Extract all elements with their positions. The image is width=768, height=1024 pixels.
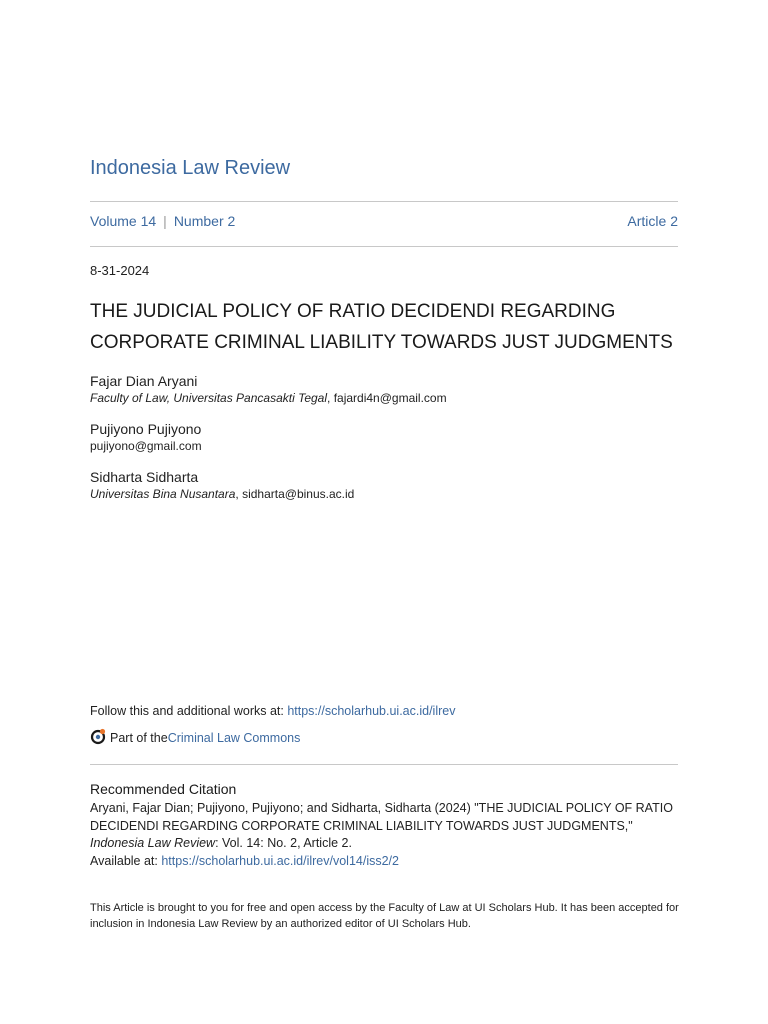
author-email: pujiyono@gmail.com [90, 439, 202, 453]
author-email: fajardi4n@gmail.com [333, 391, 447, 405]
author-name: Pujiyono Pujiyono [90, 421, 202, 437]
citation-journal: Indonesia Law Review [90, 836, 216, 850]
divider-citation [90, 764, 678, 765]
publication-date: 8-31-2024 [90, 263, 150, 278]
citation-body [90, 800, 680, 870]
issue-row [90, 213, 678, 229]
citation-text: Aryani, Fajar Dian; Pujiyono, Pujiyono; and Sidharta, Sidharta (2024) "THE JUDICIAL POLICY OF RATIO DECIDENDI REGARDING CORPORATE CRIMINAL LIABILITY TOWARDS JUST JUDGMENTS," [90, 801, 673, 833]
article-link[interactable]: Article 2 [627, 213, 678, 229]
repository-link[interactable]: https://scholarhub.ui.ac.id/ilrev [287, 704, 456, 718]
author-block-1 [90, 373, 447, 405]
citation-link[interactable]: https://scholarhub.ui.ac.id/ilrev/vol14/iss2/2 [161, 853, 399, 868]
follow-line [90, 704, 455, 718]
part-of-line [90, 728, 300, 748]
divider-issue [90, 246, 678, 247]
issue-separator: | [163, 213, 167, 229]
author-block-3 [90, 469, 354, 501]
author-affiliation: Universitas Bina Nusantara [90, 487, 236, 501]
author-affiliation-line: Faculty of Law, Universitas Pancasakti Tegal, fajardi4n@gmail.com [90, 391, 447, 405]
available-label: Available at: [90, 853, 162, 868]
citation-volume: : Vol. 14: No. 2, Article 2. [215, 836, 352, 850]
journal-title[interactable]: Indonesia Law Review [90, 157, 291, 179]
author-block-2 [90, 421, 202, 453]
part-of-text: Part of the [110, 731, 168, 745]
author-affiliation-line [90, 439, 202, 453]
commons-link[interactable]: Criminal Law Commons [167, 731, 301, 745]
access-notice: This Article is brought to you for free and open access by the Faculty of Law at UI Scholars Hub. It has been accepted for inclusion in Indonesia Law Review by an authorized editor of UI Scholars Hub. [90, 902, 679, 930]
number-link[interactable]: Number 2 [173, 213, 236, 229]
author-name: Sidharta Sidharta [90, 469, 199, 485]
author-affiliation-line: Universitas Bina Nusantara, sidharta@binus.ac.id [90, 487, 355, 501]
volume-link[interactable]: Volume 14 [90, 213, 157, 229]
network-commons-icon [90, 728, 110, 748]
author-affiliation: Faculty of Law, Universitas Pancasakti Tegal [90, 391, 328, 405]
author-name: Fajar Dian Aryani [90, 373, 198, 389]
article-title: THE JUDICIAL POLICY OF RATIO DECIDENDI REGARDING CORPORATE CRIMINAL LIABILITY TOWARDS JUST JUDGMENTS [90, 301, 673, 353]
citation-heading: Recommended Citation [90, 781, 237, 797]
author-email: sidharta@binus.ac.id [242, 487, 355, 501]
divider-top [90, 201, 678, 202]
follow-text: Follow this and additional works at: [90, 704, 288, 718]
